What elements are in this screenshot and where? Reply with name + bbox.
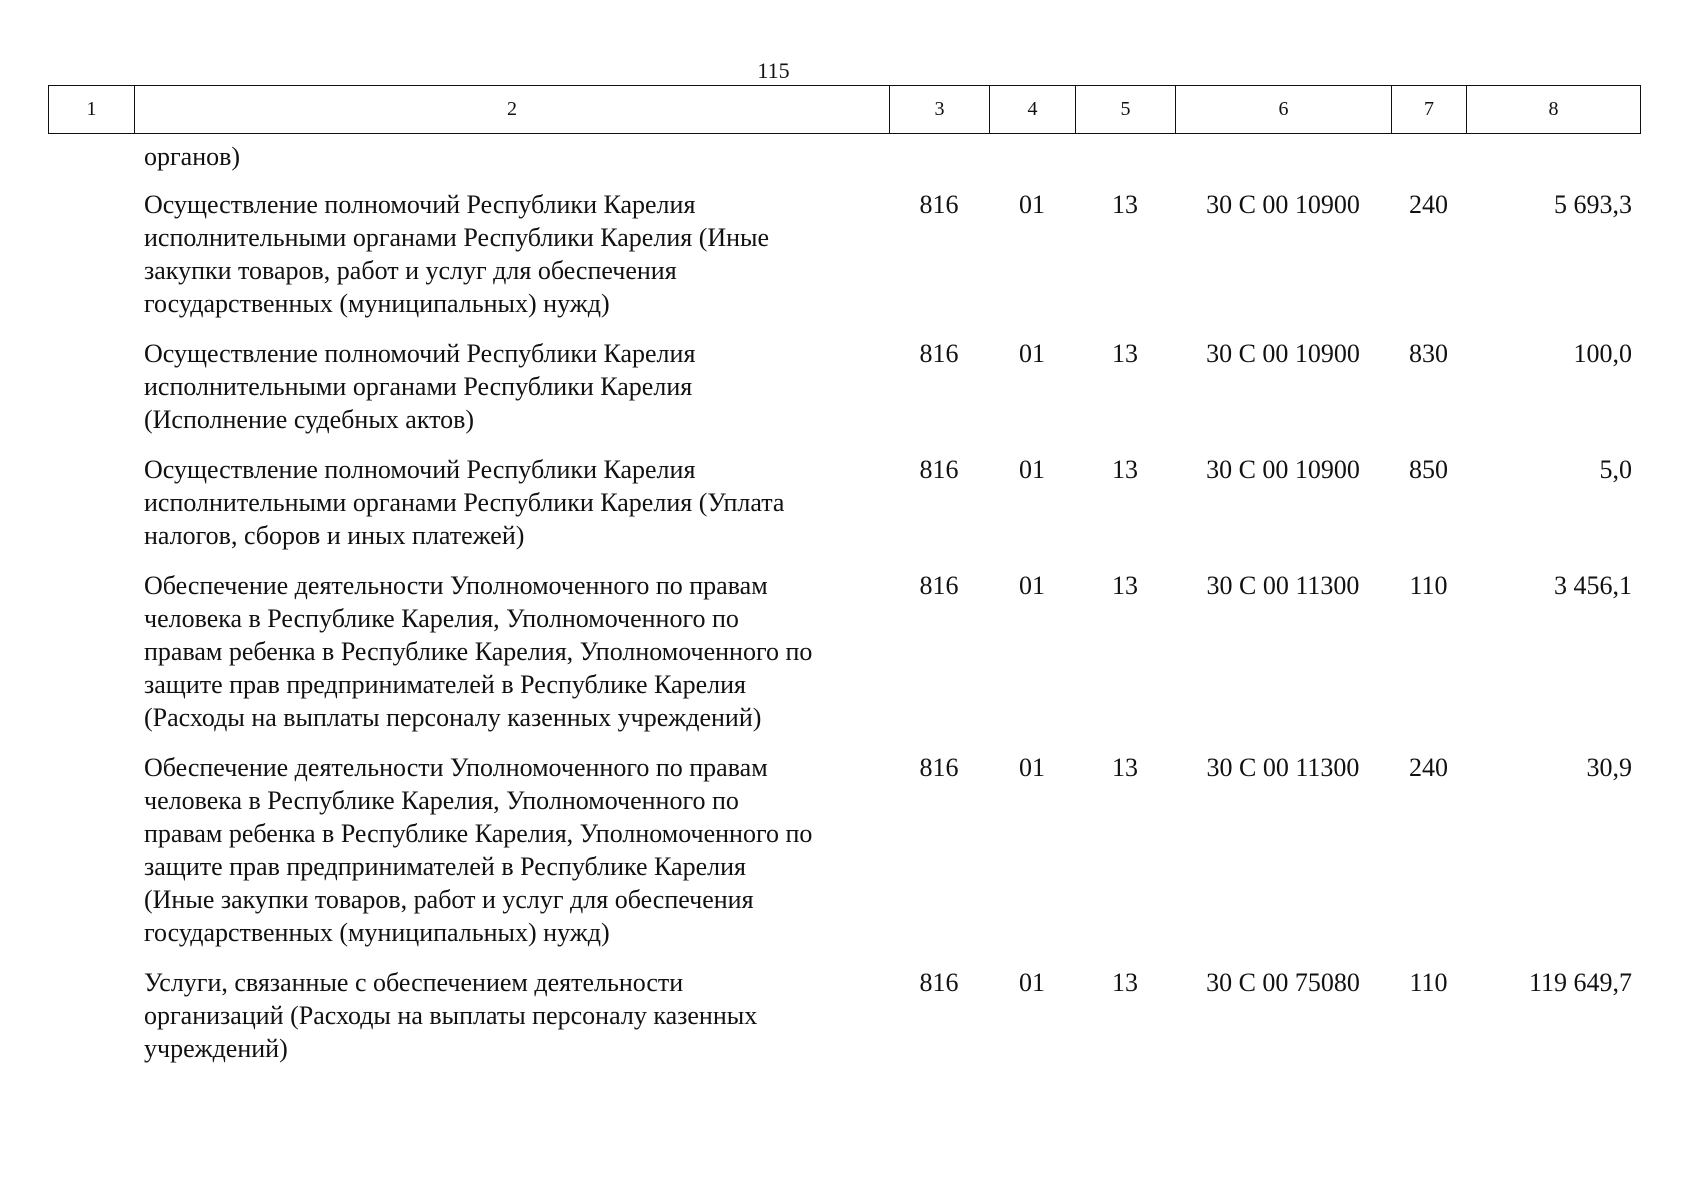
amount: 119 649,7 bbox=[1528, 968, 1632, 997]
column-number-8: 8 bbox=[1467, 86, 1641, 134]
subsection-code: 13 bbox=[1112, 455, 1138, 484]
subsection-code: 13 bbox=[1112, 339, 1138, 368]
target-article-code: 30 С 00 10900 bbox=[1206, 339, 1360, 368]
budget-table bbox=[48, 140, 1640, 1082]
expense-type-code: 240 bbox=[1409, 190, 1448, 219]
amount: 100,0 bbox=[1573, 339, 1632, 368]
continuation-row bbox=[48, 140, 1640, 188]
target-article-code: 30 С 00 10900 bbox=[1206, 455, 1360, 484]
subsection-code: 13 bbox=[1112, 753, 1138, 782]
ministry-code: 816 bbox=[919, 571, 959, 600]
amount: 5,0 bbox=[1599, 455, 1632, 484]
amount: 5 693,3 bbox=[1554, 190, 1632, 219]
amount: 3 456,1 bbox=[1554, 571, 1632, 600]
subsection-code: 13 bbox=[1112, 190, 1138, 219]
table-row bbox=[48, 337, 1640, 453]
expense-type-code: 110 bbox=[1409, 968, 1448, 997]
table-row bbox=[48, 453, 1640, 569]
continuation-text: органов) bbox=[144, 142, 241, 171]
ministry-code: 816 bbox=[919, 968, 959, 997]
ministry-code: 816 bbox=[919, 339, 959, 368]
section-code: 01 bbox=[1019, 190, 1045, 219]
row-description: Услуги, связанные с обеспечением деятельности организаций (Расходы на выплаты персоналу казенных учреждений) bbox=[144, 968, 758, 1063]
target-article-code: 30 С 00 75080 bbox=[1206, 968, 1360, 997]
target-article-code: 30 С 00 11300 bbox=[1206, 571, 1360, 600]
table-row bbox=[48, 966, 1640, 1082]
expense-type-code: 850 bbox=[1409, 455, 1448, 484]
section-code: 01 bbox=[1019, 455, 1045, 484]
target-article-code: 30 С 00 10900 bbox=[1206, 190, 1360, 219]
amount: 30,9 bbox=[1586, 753, 1632, 782]
target-article-code: 30 С 00 11300 bbox=[1206, 753, 1360, 782]
table-row bbox=[48, 188, 1640, 337]
row-description: Осуществление полномочий Республики Карелия исполнительными органами Республики Карелия (Уплата налогов, сборов и иных платежей) bbox=[144, 455, 785, 550]
row-description: Обеспечение деятельности Уполномоченного по правам человека в Республике Карелия, Уполномоченного по правам ребенка в Республике Карелия, Уполномоченного по защите прав предпринимателей в Республике Карелия (Иные закупки товаров, работ и услуг для обеспечения государственных (муниципальных) нужд) bbox=[144, 753, 813, 947]
section-code: 01 bbox=[1019, 339, 1045, 368]
expense-type-code: 110 bbox=[1409, 571, 1448, 600]
subsection-code: 13 bbox=[1112, 968, 1138, 997]
expense-type-code: 240 bbox=[1409, 753, 1448, 782]
column-header-table bbox=[48, 85, 1641, 134]
page-number: 115 bbox=[757, 58, 790, 83]
section-code: 01 bbox=[1019, 968, 1045, 997]
column-number-6: 6 bbox=[1176, 86, 1392, 134]
column-number-1: 1 bbox=[49, 86, 135, 134]
row-description: Осуществление полномочий Республики Карелия исполнительными органами Республики Карелия (Иные закупки товаров, работ и услуг для обеспечения государственных (муниципальных) нужд) bbox=[144, 190, 770, 318]
subsection-code: 13 bbox=[1112, 571, 1138, 600]
column-number-3: 3 bbox=[890, 86, 990, 134]
ministry-code: 816 bbox=[919, 190, 959, 219]
column-number-7: 7 bbox=[1392, 86, 1467, 134]
column-number-4: 4 bbox=[990, 86, 1076, 134]
table-row bbox=[48, 751, 1640, 966]
row-description: Обеспечение деятельности Уполномоченного по правам человека в Республике Карелия, Уполномоченного по правам ребенка в Республике Карелия, Уполномоченного по защите прав предпринимателей в Республике Карелия (Расходы на выплаты персоналу казенных учреждений) bbox=[144, 571, 813, 732]
column-number-5: 5 bbox=[1076, 86, 1176, 134]
expense-type-code: 830 bbox=[1409, 339, 1448, 368]
row-description: Осуществление полномочий Республики Карелия исполнительными органами Республики Карелия (Исполнение судебных актов) bbox=[144, 339, 696, 434]
table-row bbox=[48, 569, 1640, 751]
section-code: 01 bbox=[1019, 753, 1045, 782]
column-number-row bbox=[49, 86, 1641, 134]
ministry-code: 816 bbox=[919, 753, 959, 782]
ministry-code: 816 bbox=[919, 455, 959, 484]
section-code: 01 bbox=[1019, 571, 1045, 600]
column-number-2: 2 bbox=[135, 86, 890, 134]
